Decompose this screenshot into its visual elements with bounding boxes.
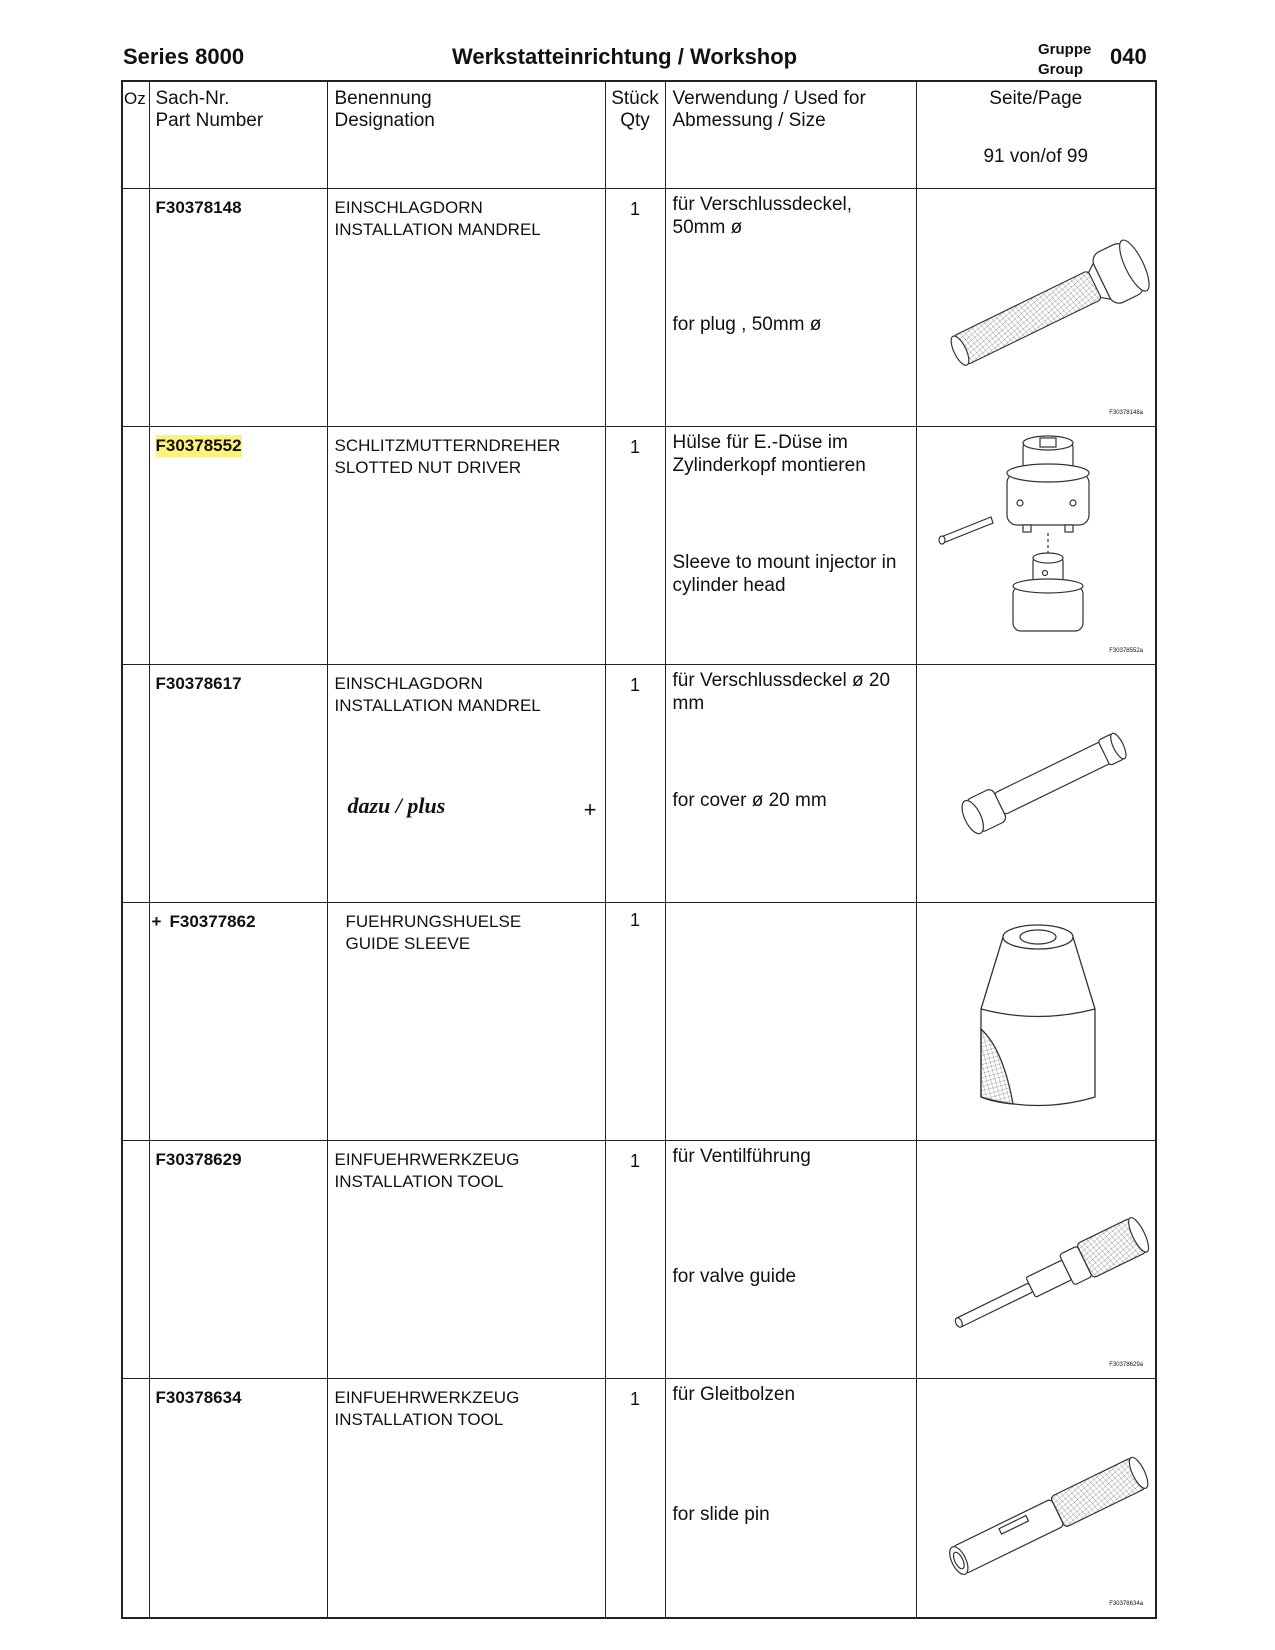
row-part-cell bbox=[149, 665, 327, 903]
quantity: 1 bbox=[629, 437, 640, 457]
quantity: 1 bbox=[629, 1151, 640, 1171]
use-en: for cover ø 20 mm bbox=[672, 790, 827, 811]
quantity: 1 bbox=[629, 1389, 640, 1409]
table-header-row bbox=[122, 81, 1156, 189]
row-part-cell bbox=[149, 1379, 327, 1619]
header-qty-de: Stück bbox=[611, 88, 659, 109]
header-oz bbox=[122, 81, 149, 189]
row-use-cell bbox=[665, 665, 916, 903]
row-part-cell bbox=[149, 1141, 327, 1379]
header-part-number bbox=[149, 81, 327, 189]
figure-label: F30378552a bbox=[1109, 648, 1143, 654]
table-row bbox=[122, 1379, 1156, 1619]
designation-en: INSTALLATION MANDREL bbox=[334, 696, 541, 715]
group-label-en: Group bbox=[1038, 61, 1083, 78]
row-designation-cell bbox=[327, 189, 605, 427]
designation-de: FUEHRUNGSHUELSE bbox=[345, 912, 522, 931]
guide-sleeve-icon bbox=[923, 909, 1151, 1129]
row-oz bbox=[122, 1379, 149, 1619]
row-designation-cell bbox=[327, 427, 605, 665]
row-oz bbox=[122, 427, 149, 665]
row-qty-cell bbox=[605, 903, 665, 1141]
quantity: 1 bbox=[629, 675, 640, 695]
part-number: F30378634 bbox=[155, 1388, 242, 1407]
quantity: 1 bbox=[629, 910, 640, 930]
designation-de: EINFUEHRWERKZEUG bbox=[334, 1388, 520, 1407]
header-desig-de: Benennung bbox=[334, 88, 432, 109]
installation-tool-pin-icon bbox=[923, 1147, 1151, 1357]
designation-de: EINSCHLAGDORN bbox=[334, 198, 483, 217]
row-figure-cell bbox=[916, 1141, 1156, 1379]
use-de: für Gleitbolzen bbox=[672, 1384, 796, 1405]
table-row bbox=[122, 665, 1156, 903]
header-page bbox=[916, 81, 1156, 189]
use-en: for valve guide bbox=[672, 1266, 797, 1287]
figure-label: F30378148a bbox=[1109, 410, 1143, 416]
group-number: 040 bbox=[1110, 44, 1147, 69]
plus-note: dazu / plus bbox=[347, 793, 446, 818]
row-part-cell bbox=[149, 189, 327, 427]
use-de: für Ventilführung bbox=[672, 1146, 811, 1167]
row-designation-cell bbox=[327, 665, 605, 903]
nut-driver-icon bbox=[923, 433, 1151, 643]
designation-de: EINSCHLAGDORN bbox=[334, 674, 483, 693]
row-figure-cell bbox=[916, 189, 1156, 427]
header-qty bbox=[605, 81, 665, 189]
row-qty-cell bbox=[605, 427, 665, 665]
row-part-cell bbox=[149, 427, 327, 665]
page-title: Werkstatteinrichtung / Workshop bbox=[452, 44, 798, 69]
row-oz bbox=[122, 1141, 149, 1379]
header-part-de: Sach-Nr. bbox=[155, 88, 230, 109]
use-en: for slide pin bbox=[672, 1504, 770, 1525]
header-page-label: Seite/Page bbox=[989, 88, 1083, 109]
table-row bbox=[122, 1141, 1156, 1379]
header-oz-label: Oz bbox=[124, 89, 146, 108]
part-number: F30378617 bbox=[155, 674, 242, 693]
row-use-cell bbox=[665, 189, 916, 427]
part-number: F30377862 bbox=[169, 912, 256, 931]
figure-label: F30378634a bbox=[1109, 1601, 1143, 1607]
use-de: für Verschlussdeckel, 50mm ø bbox=[672, 194, 853, 238]
header-designation bbox=[327, 81, 605, 189]
row-use-cell bbox=[665, 1379, 916, 1619]
row-figure-cell bbox=[916, 427, 1156, 665]
row-qty-cell bbox=[605, 189, 665, 427]
part-number: F30378629 bbox=[155, 1150, 242, 1169]
row-oz bbox=[122, 189, 149, 427]
designation-en: GUIDE SLEEVE bbox=[345, 934, 471, 953]
header-qty-en: Qty bbox=[620, 110, 650, 131]
header-use-de: Verwendung / Used for bbox=[672, 88, 866, 109]
quantity: 1 bbox=[629, 199, 640, 219]
designation-en: INSTALLATION MANDREL bbox=[334, 220, 541, 239]
row-oz bbox=[122, 903, 149, 1141]
designation-en: SLOTTED NUT DRIVER bbox=[334, 458, 522, 477]
use-en: Sleeve to mount injector in cylinder head bbox=[672, 552, 897, 596]
designation-en: INSTALLATION TOOL bbox=[334, 1172, 504, 1191]
row-figure-cell bbox=[916, 665, 1156, 903]
part-number-prefix: + bbox=[151, 912, 162, 931]
plus-mark: + bbox=[583, 797, 597, 822]
row-designation-cell bbox=[327, 1379, 605, 1619]
row-designation-cell bbox=[327, 903, 605, 1141]
designation-de: SCHLITZMUTTERNDREHER bbox=[334, 436, 561, 455]
header-part-en: Part Number bbox=[155, 110, 264, 131]
page-counter: 91 von/of 99 bbox=[983, 146, 1089, 167]
row-use-cell bbox=[665, 903, 916, 1141]
series-label: Series 8000 bbox=[123, 44, 245, 69]
row-qty-cell bbox=[605, 665, 665, 903]
installation-tool-tube-icon bbox=[923, 1385, 1151, 1595]
row-part-cell bbox=[149, 903, 327, 1141]
table-row bbox=[122, 189, 1156, 427]
row-use-cell bbox=[665, 427, 916, 665]
header-use-en: Abmessung / Size bbox=[672, 110, 826, 131]
table-row bbox=[122, 427, 1156, 665]
designation-de: EINFUEHRWERKZEUG bbox=[334, 1150, 520, 1169]
header-used-for bbox=[665, 81, 916, 189]
table-row bbox=[122, 903, 1156, 1141]
row-figure-cell bbox=[916, 1379, 1156, 1619]
row-oz bbox=[122, 665, 149, 903]
use-de: Hülse für E.-Düse im Zylinderkopf montieren bbox=[672, 432, 866, 476]
mandrel-knurled-icon bbox=[923, 195, 1151, 395]
part-number-highlighted: F30378552 bbox=[155, 436, 242, 455]
row-figure-cell bbox=[916, 903, 1156, 1141]
part-number: F30378148 bbox=[155, 198, 242, 217]
use-de: für Verschlussdeckel ø 20 mm bbox=[672, 670, 891, 714]
header-desig-en: Designation bbox=[334, 110, 435, 131]
parts-table bbox=[121, 80, 1157, 1619]
group-label bbox=[1038, 40, 1091, 80]
row-use-cell bbox=[665, 1141, 916, 1379]
designation-en: INSTALLATION TOOL bbox=[334, 1410, 504, 1429]
figure-label: F30378629a bbox=[1109, 1362, 1143, 1368]
row-qty-cell bbox=[605, 1379, 665, 1619]
mandrel-plain-icon bbox=[923, 671, 1151, 881]
use-en: for plug , 50mm ø bbox=[672, 314, 822, 335]
group-label-de: Gruppe bbox=[1038, 41, 1092, 58]
row-qty-cell bbox=[605, 1141, 665, 1379]
row-designation-cell bbox=[327, 1141, 605, 1379]
